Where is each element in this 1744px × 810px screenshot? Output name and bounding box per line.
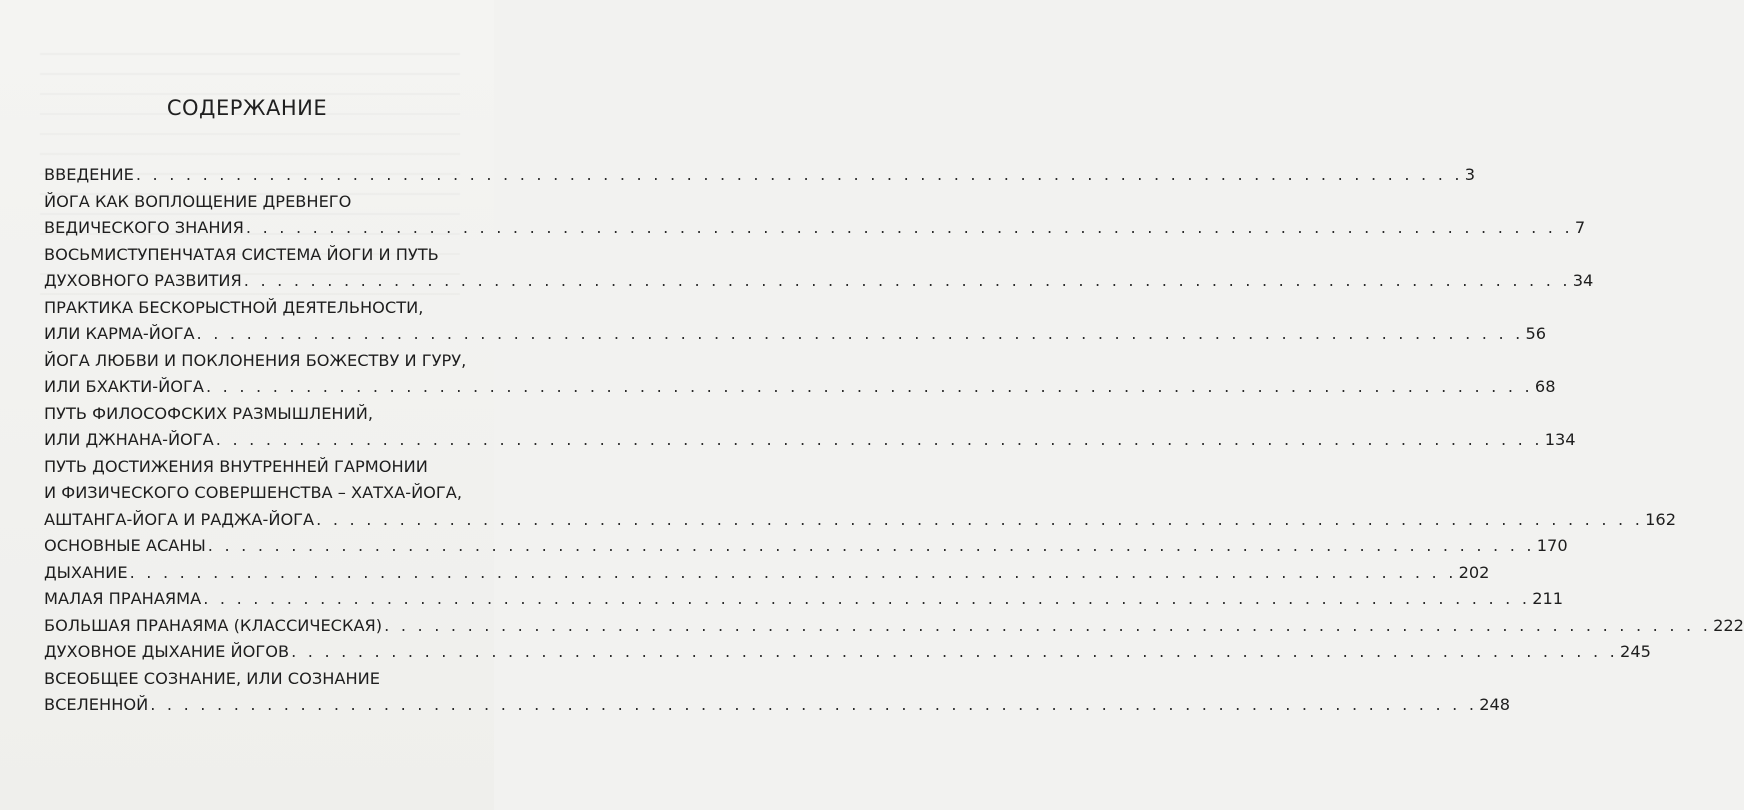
toc-leader-dots: . . . . . . . . . . . . . . . . . . . . . . . . . . . . . . . . . . . . . . . . . . . . . . . . . . . . . . . . . . . . . . . . . . . . . . . . . . . . . . . . [291,642,1619,661]
toc-page-number: 7 [1574,218,1586,237]
toc-entry-title: ВОСЬМИСТУПЕНЧАТАЯ СИСТЕМА ЙОГИ И ПУТЬ [44,244,439,264]
toc-entry-title: ИЛИ ДЖНАНА-ЙОГА [44,430,214,449]
toc-leader-dots: . . . . . . . . . . . . . . . . . . . . . . . . . . . . . . . . . . . . . . . . . . . . . . . . . . . . . . . . . . . . . . . . . . . . . . . . . . . . . . . . [196,324,1524,343]
toc-page-number: 34 [1572,271,1594,290]
toc-leader-dots: . . . . . . . . . . . . . . . . . . . . . . . . . . . . . . . . . . . . . . . . . . . . . . . . . . . . . . . . . . . . . . . . . . . . . . . . . . . . . . . . [150,695,1478,714]
page-title: СОДЕРЖАНИЕ [166,96,328,120]
toc-entry-line [44,189,456,216]
toc-entry-line [44,533,1568,560]
toc-entry-line [44,560,1490,587]
toc-entry-line [44,586,1564,613]
toc-leader-dots: . . . . . . . . . . . . . . . . . . . . . . . . . . . . . . . . . . . . . . . . . . . . . . . . . . . . . . . . . . . . . . . . . . . . . . . . . . . . . . . . [135,165,1463,184]
toc-leader-dots: . . . . . . . . . . . . . . . . . . . . . . . . . . . . . . . . . . . . . . . . . . . . . . . . . . . . . . . . . . . . . . . . . . . . . . . . . . . . . . . . [207,536,1535,555]
toc-page-number: 245 [1620,642,1651,661]
toc-entry-line [44,507,1676,534]
toc-leader-dots: . . . . . . . . . . . . . . . . . . . . . . . . . . . . . . . . . . . . . . . . . . . . . . . . . . . . . . . . . . . . . . . . . . . . . . . . . . . . . . . . [203,589,1531,608]
toc-page-number: 222 [1713,615,1744,635]
table-of-contents [44,162,1744,719]
toc-page-number: 162 [1645,509,1676,529]
toc-entry-line [44,401,456,428]
toc-leader-dots: . . . . . . . . . . . . . . . . . . . . . . . . . . . . . . . . . . . . . . . . . . . . . . . . . . . . . . . . . . . . . . . . . . . . . . . . . . . . . . . . [129,562,1457,582]
toc-page-number: 3 [1464,165,1476,184]
toc-page-number: 248 [1479,695,1511,714]
toc-entry-line [44,242,456,269]
toc-leader-dots: . . . . . . . . . . . . . . . . . . . . . . . . . . . . . . . . . . . . . . . . . . . . . . . . . . . . . . . . . . . . . . . . . . . . . . . . . . . . . . . . [245,218,1573,237]
toc-entry-title: БОЛЬШАЯ ПРАНАЯМА (КЛАССИЧЕСКАЯ) [44,615,383,635]
toc-entry-line [44,480,463,507]
toc-leader-dots: . . . . . . . . . . . . . . . . . . . . . . . . . . . . . . . . . . . . . . . . . . . . . . . . . . . . . . . . . . . . . . . . . . . . . . . . . . . . . . . . [243,271,1571,290]
toc-page-number: 56 [1525,324,1547,343]
toc-entry-title: ПРАКТИКА БЕСКОРЫСТНОЙ ДЕЯТЕЛЬНОСТИ, [44,297,424,317]
toc-entry-line [44,666,456,693]
toc-page-number: 170 [1536,536,1568,555]
toc-entry-title: ДЫХАНИЕ [44,562,128,582]
toc-leader-dots: . . . . . . . . . . . . . . . . . . . . . . . . . . . . . . . . . . . . . . . . . . . . . . . . . . . . . . . . . . . . . . . . . . . . . . . . . . . . . . . . [316,509,1644,529]
toc-page-number: 202 [1458,562,1490,582]
toc-entry-title: ЙОГА КАК ВОПЛОЩЕНИЕ ДРЕВНЕГО [44,191,352,211]
toc-entry-line [44,321,1547,348]
toc-entry-title: ДУХОВНОЕ ДЫХАНИЕ ЙОГОВ [44,642,290,661]
toc-entry-title: ИЛИ КАРМА-ЙОГА [44,324,195,343]
toc-entry-line [44,427,1576,454]
toc-entry-line [44,692,1511,719]
toc-entry-title: МАЛАЯ ПРАНАЯМА [44,589,202,608]
toc-entry-title: И ФИЗИЧЕСКОГО СОВЕРШЕНСТВА – ХАТХА-ЙОГА, [44,483,463,502]
toc-leader-dots: . . . . . . . . . . . . . . . . . . . . . . . . . . . . . . . . . . . . . . . . . . . . . . . . . . . . . . . . . . . . . . . . . . . . . . . . . . . . . . . . [205,377,1533,396]
toc-entry-title: АШТАНГА-ЙОГА И РАДЖА-ЙОГА [44,509,315,529]
toc-entry-title: ВВЕДЕНИЕ [44,165,134,184]
toc-entry-title: ВСЕОБЩЕЕ СОЗНАНИЕ, ИЛИ СОЗНАНИЕ [44,668,380,688]
toc-entry-title: ВЕДИЧЕСКОГО ЗНАНИЯ [44,218,244,237]
toc-page-number: 68 [1534,377,1556,396]
toc-entry-line [44,215,1586,242]
toc-entry-line [44,348,467,375]
toc-entry-line [44,295,456,322]
toc-entry-title: ОСНОВНЫЕ АСАНЫ [44,536,206,555]
toc-entry-title: ВСЕЛЕННОЙ [44,695,149,714]
toc-entry-title: ДУХОВНОГО РАЗВИТИЯ [44,271,242,290]
toc-entry-title: ЙОГА ЛЮБВИ И ПОКЛОНЕНИЯ БОЖЕСТВУ И ГУРУ, [44,350,467,370]
toc-entry-title: ПУТЬ ДОСТИЖЕНИЯ ВНУТРЕННЕЙ ГАРМОНИИ [44,456,428,476]
toc-entry-line [44,162,1476,189]
toc-leader-dots: . . . . . . . . . . . . . . . . . . . . . . . . . . . . . . . . . . . . . . . . . . . . . . . . . . . . . . . . . . . . . . . . . . . . . . . . . . . . . . . . [384,615,1712,635]
toc-page-number: 134 [1544,430,1576,449]
toc-leader-dots: . . . . . . . . . . . . . . . . . . . . . . . . . . . . . . . . . . . . . . . . . . . . . . . . . . . . . . . . . . . . . . . . . . . . . . . . . . . . . . . . [215,430,1543,449]
toc-entry-line [44,613,1744,640]
toc-page-number: 211 [1532,589,1564,608]
toc-entry-line [44,268,1594,295]
toc-entry-line [44,454,456,481]
toc-entry-title: ПУТЬ ФИЛОСОФСКИХ РАЗМЫШЛЕНИЙ, [44,403,373,423]
toc-entry-line [44,639,1651,666]
toc-entry-line [44,374,1556,401]
toc-entry-title: ИЛИ БХАКТИ-ЙОГА [44,377,204,396]
